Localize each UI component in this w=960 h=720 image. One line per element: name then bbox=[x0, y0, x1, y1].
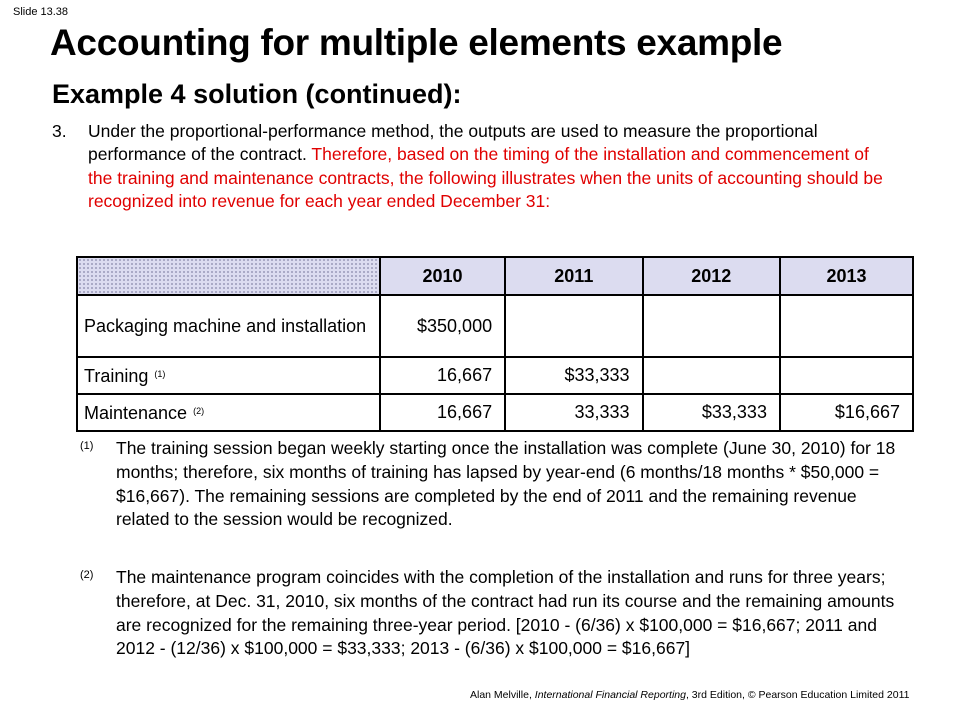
header-2010: 2010 bbox=[380, 257, 505, 295]
footer-credit bbox=[470, 689, 909, 701]
footer-book-title: International Financial Reporting bbox=[534, 689, 686, 701]
table-header-row bbox=[77, 257, 913, 295]
header-blank-cell bbox=[77, 257, 380, 295]
point-text bbox=[88, 120, 892, 214]
footnote-ref-2: (2) bbox=[193, 406, 205, 416]
row-label-text: Training bbox=[84, 366, 149, 386]
cell-2013: $16,667 bbox=[780, 394, 913, 431]
slide-number: Slide 13.38 bbox=[13, 6, 69, 18]
cell-2011: 33,333 bbox=[505, 394, 642, 431]
cell-2013 bbox=[780, 357, 913, 394]
cell-2011: $33,333 bbox=[505, 357, 642, 394]
footnote-2 bbox=[80, 566, 912, 661]
cell-2012 bbox=[643, 357, 780, 394]
cell-2010: 16,667 bbox=[380, 394, 505, 431]
point-text-red: Therefore, based on the timing of the installation and commencement of the training and maintenance contracts, the following illustrates when the units of accounting should be recognized into revenue for each year ended December 31: bbox=[88, 144, 883, 212]
point-text-black: Under the proportional-performance method, the outputs are used to measure the proportional performance of the contract. bbox=[88, 121, 818, 165]
slide-title: Accounting for multiple elements example bbox=[50, 22, 783, 63]
footnote-2-text: The maintenance program coincides with the completion of the installation and runs for three years; therefore, at Dec. 31, 2010, six months of the contract had run its course and the remaining amounts are recognized for the remaining three-year period. [2010 - (6/36) x $100,000 = $16,667; 2011 and 2012 - (12/36) x $100,000 = $33,333; 2013 - (6/36) x $100,000 = $16,667] bbox=[116, 567, 895, 659]
row-label-text: Packaging machine and installation bbox=[84, 315, 367, 336]
cell-2012 bbox=[643, 295, 780, 357]
footnote-ref-1: (1) bbox=[154, 369, 166, 379]
row-label bbox=[77, 357, 380, 394]
point-number: 3. bbox=[52, 121, 67, 141]
point-3 bbox=[52, 120, 892, 214]
cell-2013 bbox=[780, 295, 913, 357]
row-label-text: Maintenance bbox=[84, 403, 188, 423]
footnote-1-mark: (1) bbox=[80, 440, 94, 452]
cell-2010: $350,000 bbox=[380, 295, 505, 357]
cell-2010: 16,667 bbox=[380, 357, 505, 394]
row-label bbox=[77, 394, 380, 431]
footnote-2-mark: (2) bbox=[80, 569, 94, 581]
table-row-packaging bbox=[77, 295, 913, 357]
cell-2012: $33,333 bbox=[643, 394, 780, 431]
table-row-training bbox=[77, 357, 913, 394]
footer-edition: , 3rd Edition, © Pearson Education Limited 2011 bbox=[685, 689, 910, 701]
header-2013: 2013 bbox=[780, 257, 913, 295]
footnote-1 bbox=[80, 437, 912, 532]
footer-author: Alan Melville, bbox=[470, 689, 535, 701]
footnote-1-text: The training session began weekly starting once the installation was complete (June 30, 2010) for 18 months; therefore, six months of training has lapsed by year-end (6 months/18 months * $50,000 = $16,667). The remaining sessions are completed by the end of 2011 and the remaining revenue related to the session would be recognized. bbox=[116, 438, 896, 530]
table-row-maintenance bbox=[77, 394, 913, 431]
revenue-recognition-table bbox=[76, 256, 914, 432]
cell-2011 bbox=[505, 295, 642, 357]
slide-subtitle: Example 4 solution (continued): bbox=[52, 79, 462, 109]
header-2011: 2011 bbox=[505, 257, 642, 295]
row-label bbox=[77, 295, 380, 357]
header-2012: 2012 bbox=[643, 257, 780, 295]
